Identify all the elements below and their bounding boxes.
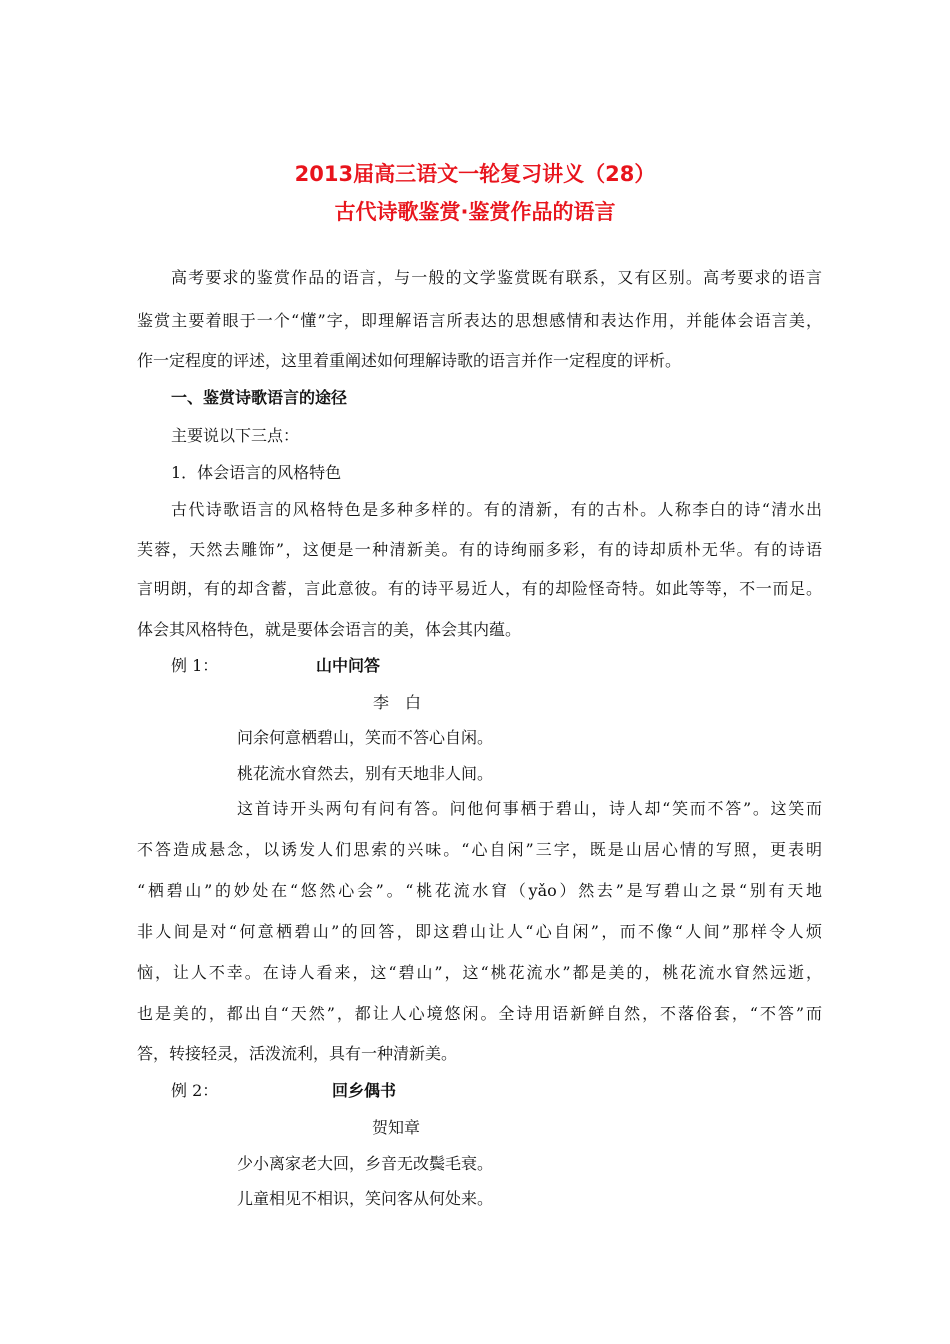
intro-line-3: 作一定程度的评述，这里着重阐述如何理解诗歌的语言并作一定程度的评析。 — [137, 351, 682, 370]
example-1-label: 例 1： — [171, 656, 219, 675]
example-2-poem-line-1: 少小离家老大回，乡音无改鬓毛衰。 — [237, 1154, 494, 1173]
point-heading: 1．体会语言的风格特色 — [171, 463, 342, 482]
example-2-poem-line-2: 儿童相见不相识，笑问客从何处来。 — [237, 1189, 494, 1208]
example-2-author: 贺知章 — [372, 1118, 421, 1137]
body-line-3: 言明朗，有的却含蓄，言此意彼。有的诗平易近人，有的却险怪奇特。如此等等，不一而足。 — [137, 579, 822, 598]
example-1-poem-title: 山中问答 — [316, 656, 381, 675]
example-1-poem-line-2: 桃花流水窅然去，别有天地非人间。 — [237, 764, 494, 783]
body-line-4: 体会其风格特色，就是要体会语言的美，体会其内蕴。 — [137, 620, 522, 639]
example-1-poem-line-1: 问余何意栖碧山，笑而不答心自闲。 — [237, 728, 494, 747]
example-1-analysis-line-7: 答，转接轻灵，活泼流利，具有一种清新美。 — [137, 1044, 458, 1063]
example-2-poem-title: 回乡偶书 — [332, 1081, 397, 1100]
example-1-author: 李 白 — [373, 693, 422, 712]
example-1-analysis-line-1: 这首诗开头两句有问有答。问他何事栖于碧山，诗人却“笑而不答”。这笑而 — [237, 799, 822, 818]
body-line-2: 芙蓉，天然去雕饰”，这便是一种清新美。有的诗绚丽多彩，有的诗却质朴无华。有的诗语 — [137, 540, 822, 559]
example-2-label: 例 2： — [171, 1081, 219, 1100]
document-subtitle: 古代诗歌鉴赏·鉴赏作品的语言 — [334, 200, 616, 224]
example-1-analysis-line-6: 也是美的，都出自“天然”，都让人心境悠闲。全诗用语新鲜自然，不落俗套，“不答”而 — [137, 1004, 822, 1023]
section-heading: 一、鉴赏诗歌语言的途径 — [171, 388, 348, 407]
example-1-analysis-line-3: “栖碧山”的妙处在“悠然心会”。“桃花流水窅（yǎo）然去”是写碧山之景“别有天地 — [137, 881, 822, 900]
body-line-1: 古代诗歌语言的风格特色是多种多样的。有的清新，有的古朴。人称李白的诗“清水出 — [171, 500, 822, 519]
example-1-analysis-line-4: 非人间是对“何意栖碧山”的回答，即这碧山让人“心自闲”，而不像“人间”那样令人烦 — [137, 922, 822, 941]
example-1-analysis-line-2: 不答造成悬念，以诱发人们思索的兴味。“心自闲”三字，既是山居心情的写照，更表明 — [137, 840, 822, 859]
document-title: 2013届高三语文一轮复习讲义（28） — [294, 162, 656, 186]
example-1-analysis-line-5: 恼，让人不幸。在诗人看来，这“碧山”，这“桃花流水”都是美的，桃花流水窅然远逝， — [137, 963, 822, 982]
intro-line-2: 鉴赏主要着眼于一个“懂”字，即理解语言所表达的思想感情和表达作用，并能体会语言美， — [137, 311, 822, 330]
intro-line-1: 高考要求的鉴赏作品的语言，与一般的文学鉴赏既有联系，又有区别。高考要求的语言 — [171, 268, 822, 287]
section-lead: 主要说以下三点： — [171, 426, 300, 445]
